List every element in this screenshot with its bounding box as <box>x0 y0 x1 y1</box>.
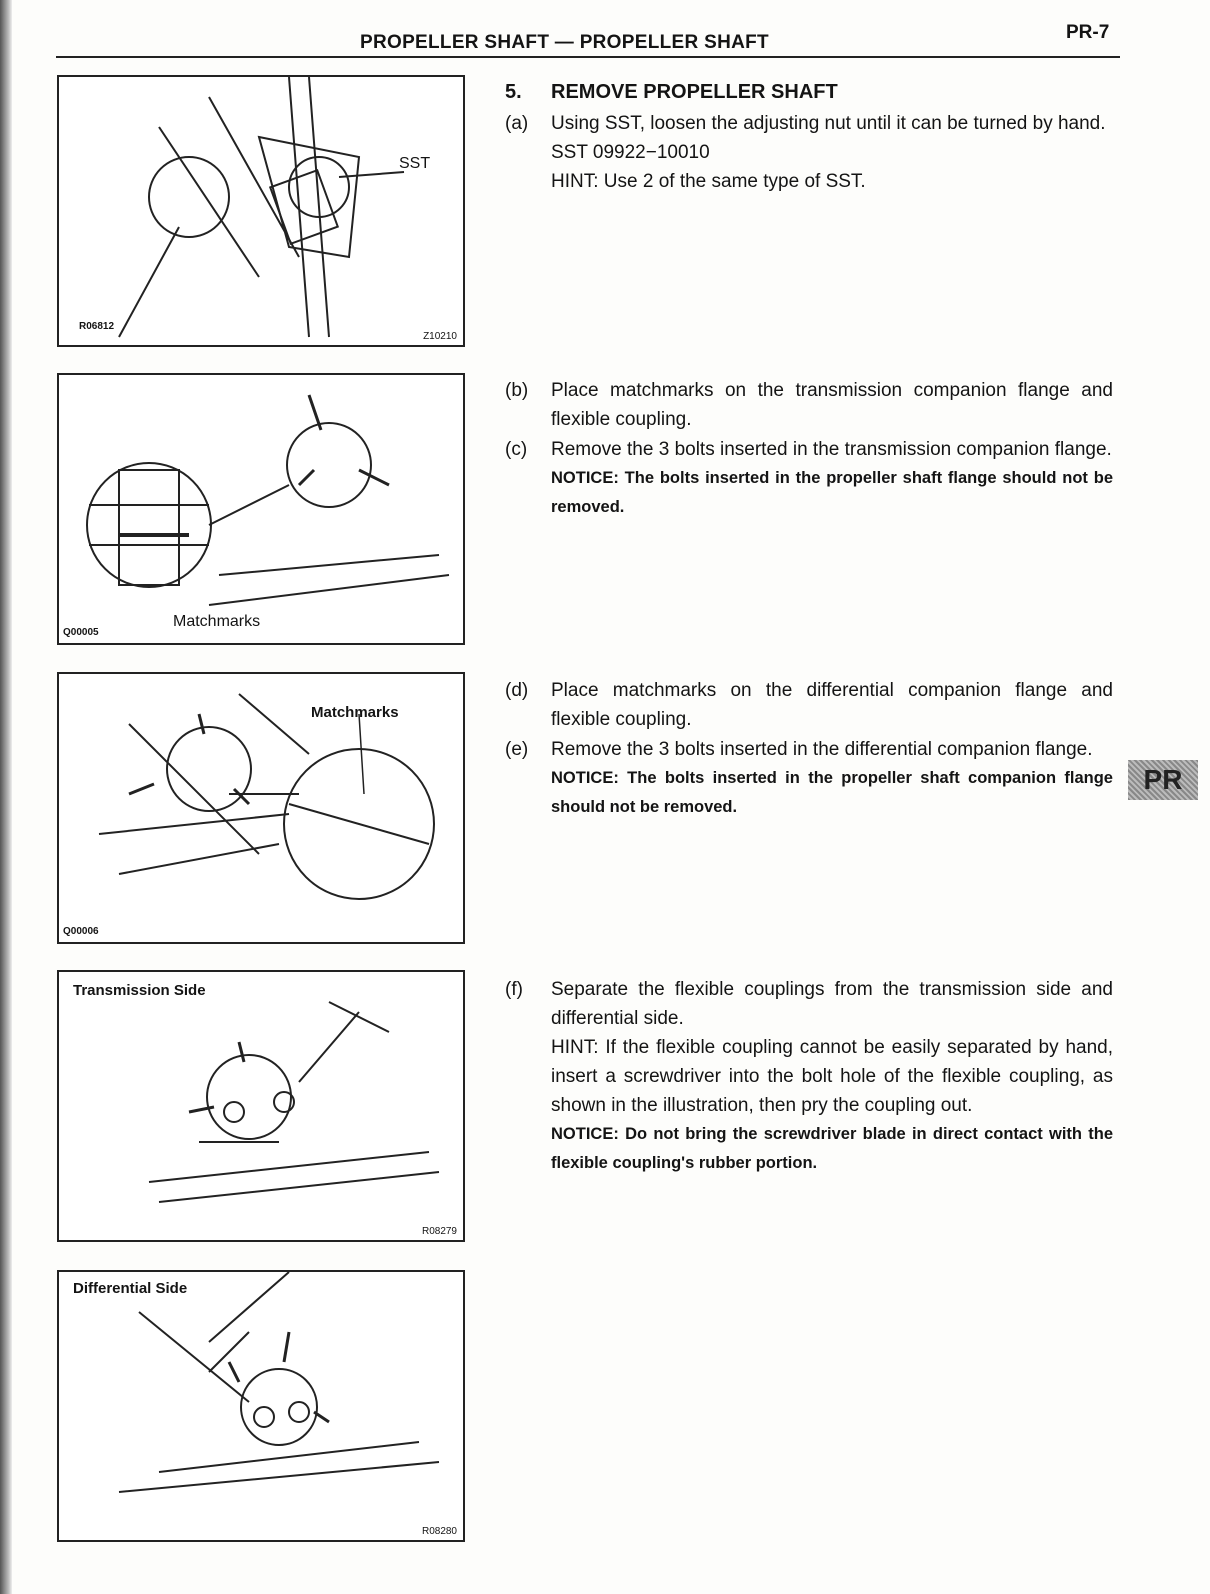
step-number: 5. <box>505 81 522 103</box>
matchmarks-label: Matchmarks <box>173 613 261 630</box>
figure-differential-matchmarks <box>57 672 465 944</box>
figure-code-left: Q00006 <box>63 926 99 937</box>
step-title: REMOVE PROPELLER SHAFT <box>551 81 838 103</box>
matchmarks-label: Matchmarks <box>311 704 399 721</box>
step-number: (c) <box>505 439 528 460</box>
page-header-title: PROPELLER SHAFT — PROPELLER SHAFT <box>360 32 769 53</box>
page-number: PR-7 <box>1066 22 1110 43</box>
step-text: Using SST, loosen the adjusting nut until it can be turned by hand. <box>551 113 1106 134</box>
notice: NOTICE: The bolts inserted in the propeller shaft companion flange should not be removed. <box>551 769 1113 816</box>
sst-label: SST <box>399 155 431 172</box>
step-text: Remove the 3 bolts inserted in the differential companion flange. <box>551 739 1093 760</box>
step-number: (d) <box>505 680 529 701</box>
figure-transmission-side <box>57 970 465 1242</box>
step-text: Separate the flexible couplings from the transmission side and differential side. <box>551 979 1113 1029</box>
figure-transmission-matchmarks <box>57 373 465 645</box>
figure-code-left: R06812 <box>79 321 115 332</box>
figure-differential-side <box>57 1270 465 1542</box>
transmission-side-label: Transmission Side <box>73 982 206 999</box>
notice: NOTICE: The bolts inserted in the propeller shaft flange should not be removed. <box>551 469 1113 516</box>
figure-code-right: R08280 <box>421 1526 457 1537</box>
scan-edge-shadow <box>0 0 12 1594</box>
step-text: Remove the 3 bolts inserted in the transmission companion flange. <box>551 439 1112 460</box>
hint: HINT: Use 2 of the same type of SST. <box>551 171 866 192</box>
step-number: (e) <box>505 739 529 760</box>
sst-number: SST 09922−10010 <box>551 142 710 163</box>
figure-sst-adjusting-nut <box>57 75 465 347</box>
figure-code-right: Z10210 <box>423 331 457 342</box>
hint: HINT: If the flexible coupling cannot be easily separated by hand, insert a screwdriver into the bolt hole of the flexible coupling, as shown in the illustration, then pry the coupling out. <box>551 1037 1113 1116</box>
step-text: Place matchmarks on the differential companion flange and flexible coupling. <box>551 680 1113 730</box>
differential-side-label: Differential Side <box>73 1280 188 1297</box>
transmission-side-screwdriver-illustration <box>59 972 463 1240</box>
step-number: (b) <box>505 380 529 401</box>
step-number: (f) <box>505 979 523 1000</box>
figure-code-right: R08279 <box>421 1226 457 1237</box>
notice: NOTICE: Do not bring the screwdriver blade in direct contact with the flexible coupling's rubber portion. <box>551 1125 1113 1172</box>
differential-flange-illustration <box>59 674 463 942</box>
sst-illustration <box>59 77 463 345</box>
differential-side-screwdriver-illustration <box>59 1272 463 1540</box>
figure-code-left: Q00005 <box>63 627 99 638</box>
step-number: (a) <box>505 113 529 134</box>
step-text: Place matchmarks on the transmission companion flange and flexible coupling. <box>551 380 1113 430</box>
section-tab-pr: PR <box>1128 760 1198 800</box>
transmission-flange-illustration <box>59 375 463 643</box>
header-rule <box>56 56 1120 58</box>
